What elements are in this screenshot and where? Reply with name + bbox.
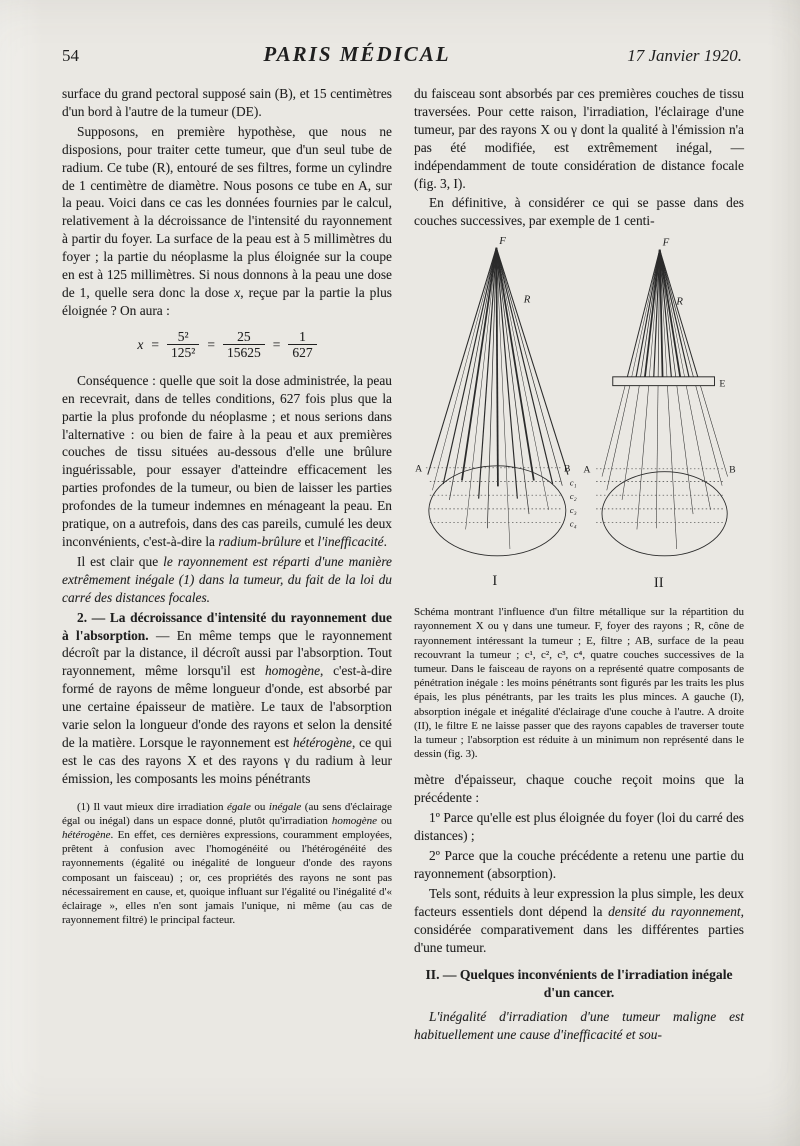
footnote (62, 800, 392, 928)
text-segment: homogène (331, 814, 378, 827)
skin-label-a-left: A (415, 463, 423, 475)
page-content (0, 67, 800, 1046)
text-segment: mètre d'épaisseur, chaque couche reçoit moins que la précédente : (414, 772, 744, 806)
diagram-numeral-right: II (653, 575, 664, 592)
radiation-cone-right-upper (627, 250, 697, 377)
text-segment: homogène (264, 663, 321, 679)
text-segment: L'inégalité d'irradiation d'une tumeur maligne est habituellement une cause d'inefficacité et sou- (414, 1009, 744, 1043)
text-segment: 1º Parce qu'elle est plus éloignée du foyer (loi du carré des distances) ; (414, 810, 744, 844)
tumor-ellipse-right (602, 472, 727, 556)
footnote-text (62, 800, 392, 928)
section-heading (420, 966, 738, 1002)
text-segment: radium-brûlure (218, 533, 302, 549)
fraction-3-denominator: 627 (292, 345, 313, 361)
paragraph-continuation (414, 771, 744, 807)
text-segment: 2º Parce que la couche précédente a retenu une partie du rayonnement (absorption). (414, 848, 744, 881)
fraction-2-numerator: 25 (223, 329, 265, 346)
ray-line (637, 386, 649, 530)
text-segment: (au sens d'éclairage égal ou inégal) dans un espace donné, plutôt qu'irradiation (62, 800, 392, 827)
ray-line (696, 386, 722, 486)
text-segment: Il est clair que (77, 553, 164, 569)
text-segment: hétérogène (292, 734, 352, 750)
page-header (0, 0, 800, 67)
filter-rect (613, 377, 715, 386)
text-segment: l'inefficacité (317, 533, 384, 549)
page-number: 54 (62, 46, 79, 65)
ray-line (496, 248, 533, 481)
text-segment: surface du grand pectoral supposé sain (B), et 15 centimètres d'un bord à l'autre de la tumeur (DE). (62, 86, 392, 119)
paragraph (62, 372, 392, 551)
text-segment: du faisceau sont absorbés par ces premières couches de tissu traversées. Pour cette raison, l'irradiation, l'éclairage d'une tumeur, par des rayons X ou γ dont la qualité à l'émission n'a pas été modifiée, est extrêmement inégal, — indépendamment de toute considération de distance focale (fig. 3, I). (414, 86, 744, 191)
text-segment: Conséquence : quelle que soit la dose administrée, la peau en recevrait, dans de telles conditions, 627 fois plus que la partie la plus profonde du néoplasme ; et nous serions dans l'alternative : ou bien de faire à la peau et aux premières couches de tissu situées au-dessous d'elle une brûlure inguérissable, pour essayer d'atteindre efficacement les parties profondes de la tumeur, ou bien de laisser les parties profondes de la tumeur indemnes en ménageant la peau. En pratique, on a autrefois, dans des cas pareils, cumulé les deux inconvénients, c'est-à-dire la (62, 372, 392, 549)
layer-label-c1: c₁ (569, 477, 577, 488)
fraction-2-denominator: 15625 (226, 345, 261, 361)
text-segment: x (234, 284, 241, 300)
skin-label-b-left: B (563, 463, 571, 475)
text-segment: densité du rayonnement (608, 903, 741, 919)
paragraph-lead-italic (414, 1008, 744, 1044)
fraction-1 (167, 329, 199, 361)
paragraph-section-2 (62, 609, 392, 788)
equals-sign: = (272, 336, 281, 352)
focus-label-right: F (662, 236, 670, 249)
ray-line (496, 248, 529, 514)
ray-line (700, 386, 727, 477)
ray-line (496, 248, 548, 510)
right-column (414, 85, 744, 1046)
fraction-1-numerator: 5² (167, 329, 199, 346)
text-segment: inégale (268, 800, 302, 813)
ray-line (632, 250, 660, 377)
ray-line (677, 386, 693, 514)
layer-label-c3: c₃ (569, 505, 577, 516)
fraction-3 (288, 329, 316, 361)
text-segment: Schéma montrant l'influence d'un filtre métallique sur la répartition du rayonnement X ou γ dans une tumeur. F, foyer des rayons ; R, cône de rayonnement intéressant la tumeur ; E, filtre ; AB, surface de la peau recouvrant la tumeur ; c¹, c², c³, c⁴, quatre couches successives de la tumeur. Dans le faisceau de rayons on a représenté quatre composants de pénétration inégale : les moins pénétrants sont figurés par les traits les plus épais, les plus pénétrants, par les traits les plus minces. A gauche (I), absorption inégale et inégalité d'éclairage d'une couche à l'autre. A droite (II), le filtre E ne laisse passer que des rayons capables de traverser toute la tumeur ; l'absorption est réduite à un minimum non représenté dans le dessin (fig. 3). (414, 606, 744, 761)
skin-label-b-right: B (729, 464, 736, 476)
paragraph (62, 123, 392, 320)
text-segment: , ce qui est le cas des rayons X et des rayons γ du radium à leur émission, les composants les moins pénétrants (62, 734, 392, 786)
text-segment: II. — Quelques inconvénients de l'irradiation inégale d'un cancer. (425, 967, 733, 1001)
ray-line (660, 250, 689, 377)
cone-label-left: R (523, 293, 531, 306)
ray-line (496, 248, 498, 487)
text-segment: , c'est-à-dire formé de rayons de même longueur d'onde, est absorbé par une certaine épaisseur de matière. Le taux de l'absorption varie selon la longueur d'onde des rayons et selon la densité de la matière. Lorsque le rayonnement est (62, 663, 392, 750)
text-segment: hétérogène (62, 829, 111, 842)
text-segment: En définitive, à considérer ce qui se passe dans des couches successives, par exemple de 1 centi- (414, 195, 744, 229)
ray-line (656, 386, 658, 529)
diagram-numeral-left: I (492, 573, 498, 590)
dose-formula (62, 329, 392, 361)
text-segment: et (301, 533, 318, 549)
paragraph (414, 885, 744, 957)
focus-label-left: F (499, 235, 506, 248)
layer-label-c4: c₄ (569, 518, 577, 529)
right-text-top (414, 85, 744, 230)
ray-line (496, 248, 568, 475)
figure-caption (414, 605, 744, 761)
text-segment: , reçue par la partie la plus éloignée ? On aura : (62, 284, 392, 318)
text-segment: ou (250, 800, 269, 813)
figure-3 (414, 234, 744, 761)
paragraph (62, 553, 392, 607)
ray-line (432, 248, 496, 491)
radiation-cone-left (428, 248, 568, 549)
text-segment: 2. — La décroissance d'intensité du rayonnement due à l'absorption. (62, 609, 392, 643)
text-segment: — En même temps que le rayonnement décroît par la distance, il décroît aussi par l'absorption. Tout rayonnement, même lorsqu'il est (62, 627, 392, 679)
ray-line (428, 248, 497, 475)
paragraph (414, 194, 744, 230)
paragraph-continuation (414, 85, 744, 192)
left-column (62, 85, 392, 1046)
fraction-2 (223, 329, 265, 361)
fraction-3-numerator: 1 (288, 329, 316, 346)
journal-title: PARIS MÉDICAL (263, 42, 451, 66)
text-segment: égale (227, 800, 251, 813)
ray-line (496, 248, 552, 484)
layer-label-c2: c₂ (569, 491, 577, 502)
ray-line (622, 386, 639, 500)
figure-3-diagram (414, 234, 745, 594)
equals-sign: = (151, 336, 160, 352)
ray-line (686, 386, 710, 510)
filter-label-e: E (719, 378, 726, 390)
figure-caption-text (414, 605, 744, 761)
paragraph-item-2 (414, 847, 744, 883)
cone-label-right: R (676, 295, 683, 308)
ray-line (462, 248, 496, 481)
radiation-cone-right-lower (602, 386, 728, 549)
text-segment: Tels sont, réduits à leur expression la plus simple, les deux facteurs essentiels dont dépend la (414, 885, 744, 919)
text-segment: . (383, 533, 387, 549)
formula-lhs: x (137, 336, 144, 352)
ray-line (667, 386, 676, 549)
ray-line (645, 250, 660, 377)
paragraph-item-1 (414, 809, 744, 845)
left-text-top (62, 85, 392, 320)
ray-line (607, 386, 630, 491)
text-segment: , considérée comparativement dans les différentes parties d'une tumeur. (414, 903, 744, 955)
text-segment: . En effet, ces dernières expressions, couramment employées, prêtent à confusion avec l'homogénéité ou l'hétérogénéité des rayonnements (égalité ou inégalité de longueur d'onde des rayons composant un faisceau) ; or, ces propriétés des rayons ne sont pas nécessairement en cause, et, quoique influant sur l'égalité ou l'inégalité d'« éclairage », elles n'en sont jamais l'unique, ni même (au cas de rayonnement filtré) le principal facteur. (62, 829, 392, 927)
figure-labels (415, 235, 736, 591)
text-segment: ou (377, 814, 392, 827)
ray-line (602, 386, 625, 477)
fraction-1-denominator: 125² (171, 345, 196, 361)
text-segment: (1) Il vaut mieux dire irradiation (77, 800, 228, 813)
left-text-bottom (62, 372, 392, 788)
right-text-bottom (414, 771, 744, 1044)
issue-date: 17 Janvier 1920. (627, 46, 742, 65)
equals-sign: = (207, 336, 215, 352)
skin-label-a-right: A (583, 464, 591, 476)
text-segment: Supposons, en première hypothèse, que nous ne disposions, pour traiter cette tumeur, que d'un seul tube de radium. Ce tube (R), entouré de ses filtres, forme un cylindre de 1 centimètre de diamètre. Nous posons ce tube en A, sur la peau. Voici dans ce cas les données fournies par le calcul, relativement à la décroissance de l'intensité du rayonnement à partir du foyer. La surface de la peau est à 5 millimètres du foyer ; la partie du néoplasme la plus éloignée sur la coupe en est à 125 millimètres. Si nous donnons à la peau une dose de 1, quelle sera donc la dose (62, 123, 392, 300)
paragraph-continuation (62, 85, 392, 121)
text-segment: le rayonnement est réparti d'une manière extrêmement inégale (1) dans la tumeur, du fait de la loi du carré des distances focales. (62, 553, 392, 605)
